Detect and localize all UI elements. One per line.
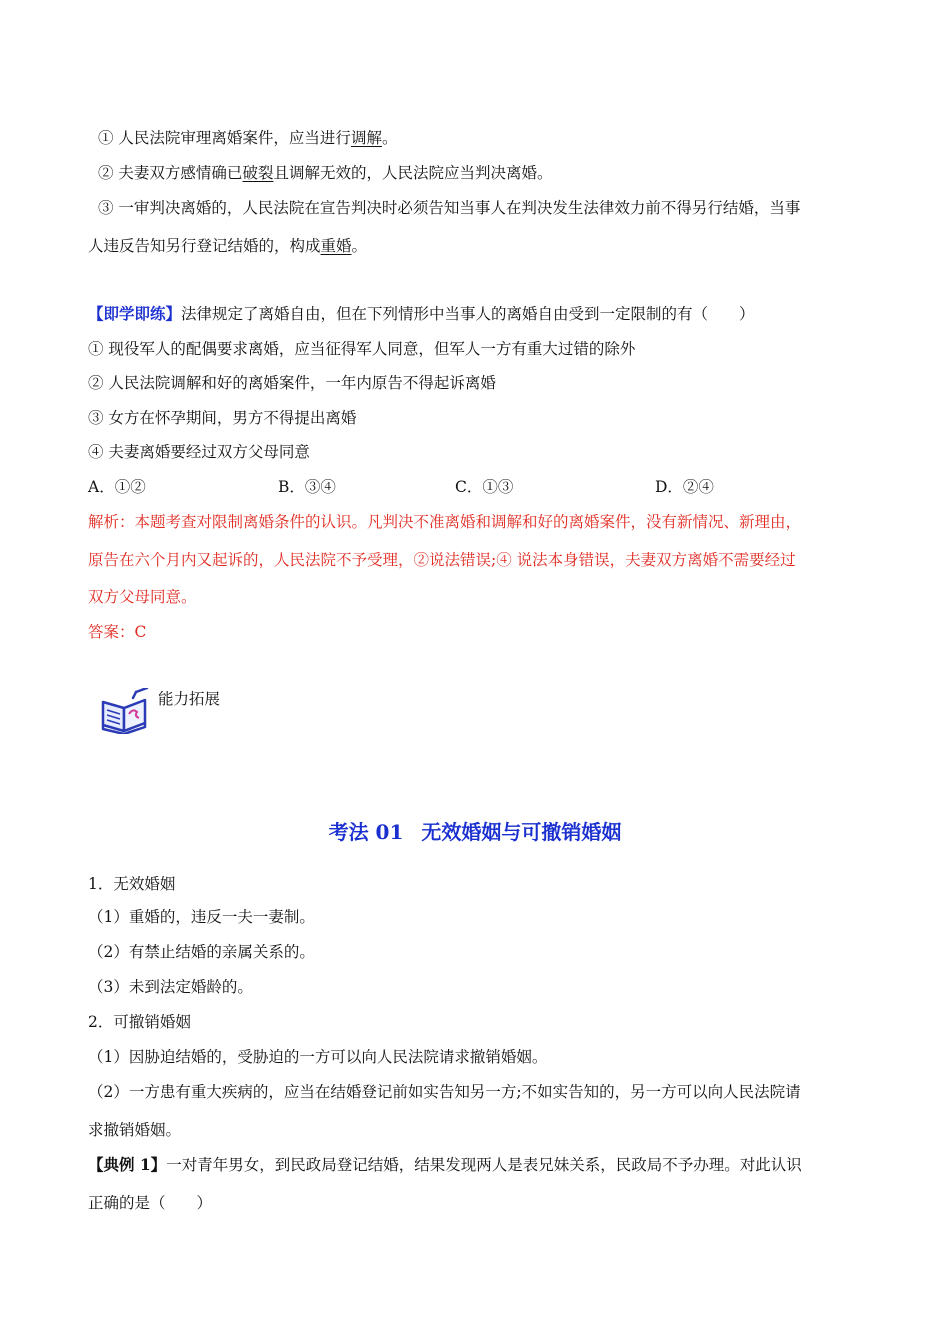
practice-item: ① 现役军人的配偶要求离婚，应当征得军人同意，但军人一方有重大过错的除外 — [88, 340, 636, 358]
invalid-heading: 1．无效婚姻 — [88, 875, 176, 893]
practice-question: 【即学即练】法律规定了离婚自由，但在下列情形中当事人的离婚自由受到一定限制的有（ ） — [88, 304, 755, 323]
analysis-line: 双方父母同意。 — [88, 588, 197, 606]
option-c: C．①③ — [455, 478, 514, 496]
revocable-item: （1）因胁迫结婚的，受胁迫的一方可以向人民法院请求撤销婚姻。 — [88, 1048, 548, 1066]
example-tag: 【典例 1】 — [88, 1155, 167, 1174]
revocable-item: （2）一方患有重大疾病的，应当在结婚登记前如实告知另一方;不如实告知的，另一方可以向人民法院请 — [88, 1083, 801, 1101]
option-a: A．①② — [88, 478, 146, 496]
option-b: B．③④ — [278, 478, 336, 496]
invalid-item: （1）重婚的，违反一夫一妻制。 — [88, 908, 315, 926]
practice-item: ④ 夫妻离婚要经过双方父母同意 — [88, 443, 310, 461]
book-icon — [100, 688, 150, 738]
invalid-item: （2）有禁止结婚的亲属关系的。 — [88, 943, 315, 961]
rule-3-line-2: 人违反告知另行登记结婚的，构成重婚。 — [88, 237, 368, 255]
option-d: D．②④ — [655, 478, 714, 496]
rule-3-line-1: ③ 一审判决离婚的，人民法院在宣告判决时必须告知当事人在判决发生法律效力前不得另行结婚，当事 — [98, 199, 801, 217]
answer: 答案：C — [88, 623, 147, 641]
invalid-item: （3）未到法定婚龄的。 — [88, 978, 253, 996]
rule-1: ① 人民法院审理离婚案件，应当进行调解。 — [98, 129, 398, 147]
underlined-term: 调解 — [350, 129, 382, 147]
example-question: 【典例 1】一对青年男女，到民政局登记结婚，结果发现两人是表兄妹关系，民政局不予办理。对此认识 — [88, 1155, 802, 1174]
underlined-term: 重婚 — [320, 237, 352, 255]
practice-item: ② 人民法院调解和好的离婚案件，一年内原告不得起诉离婚 — [88, 374, 496, 392]
analysis-line: 原告在六个月内又起诉的，人民法院不予受理，②说法错误;④ 说法本身错误，夫妻双方离婚不需要经过 — [88, 551, 796, 569]
section-title: 考法 01 无效婚姻与可撤销婚姻 — [328, 820, 622, 844]
rule-2: ② 夫妻双方感情确已破裂且调解无效的，人民法院应当判决离婚。 — [98, 164, 553, 182]
revocable-item-continued: 求撤销婚姻。 — [88, 1121, 182, 1139]
practice-item: ③ 女方在怀孕期间，男方不得提出离婚 — [88, 409, 357, 427]
underlined-term: 破裂 — [242, 164, 274, 182]
practice-tag: 【即学即练】 — [88, 304, 182, 323]
analysis-line: 解析：本题考查对限制离婚条件的认识。凡判决不准离婚和调解和好的离婚案件，没有新情况、新理由， — [88, 513, 802, 531]
revocable-heading: 2．可撤销婚姻 — [88, 1013, 191, 1031]
example-question-continued: 正确的是（ ） — [88, 1194, 213, 1212]
extension-label: 能力拓展 — [158, 690, 221, 708]
